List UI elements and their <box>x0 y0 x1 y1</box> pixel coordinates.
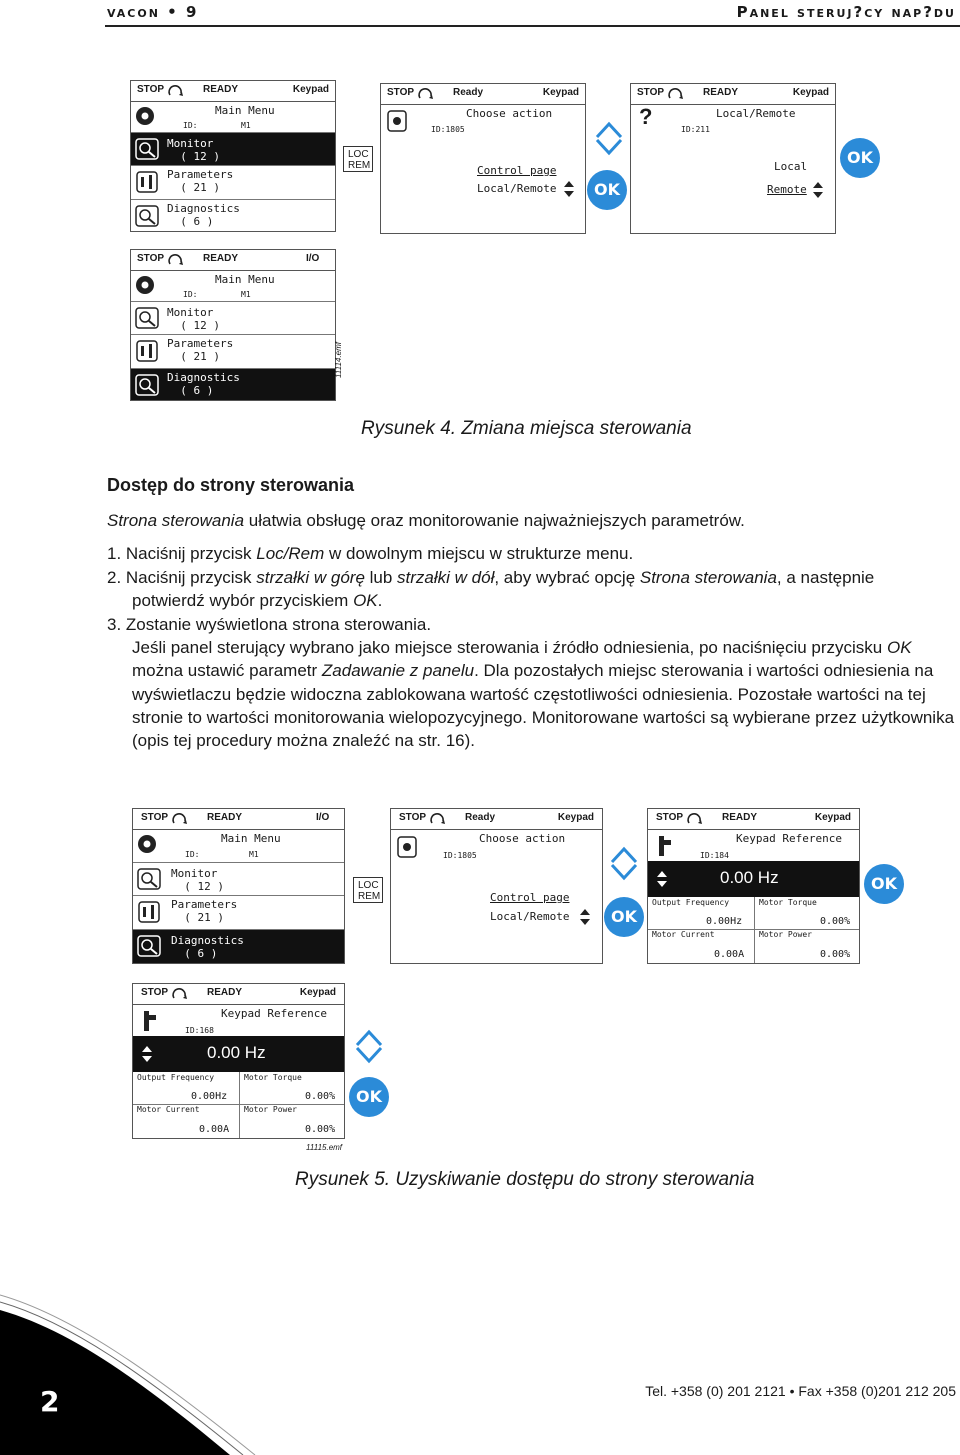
rotation-icon <box>167 83 185 99</box>
ok-button[interactable]: OK <box>840 138 880 178</box>
page-header <box>0 0 960 40</box>
action-icon <box>387 110 407 132</box>
main-menu-title: Main Menu ID: M1 <box>131 271 335 301</box>
local-remote-option[interactable]: Local/Remote <box>477 182 557 195</box>
control-page-option[interactable]: Control page <box>490 891 570 904</box>
parameters-icon <box>138 901 160 923</box>
step-1: 1. Naciśnij przycisk Loc/Rem w dowolnym miejscu w strukturze menu. <box>107 544 634 563</box>
control-place: Keypad <box>292 84 329 95</box>
frequency-reference-display[interactable]: 0.00 Hz <box>648 861 859 897</box>
keypad-panel-main-menu-io-2: STOP READY I/O Main Menu ID: M1 Monitor ( 12 ) Parameters ( 21 ) Diagnostics ( 6 ) <box>132 808 345 964</box>
down-arrow-button[interactable] <box>609 862 639 882</box>
rotation-icon <box>686 811 704 827</box>
rotation-icon <box>167 252 185 268</box>
keypad-panel-main-menu-a <box>130 80 336 232</box>
menu-item-diagnostics[interactable]: Diagnostics ( 6 ) <box>133 929 344 963</box>
keypad-icon <box>658 835 672 857</box>
rotation-icon <box>417 86 435 102</box>
gear-icon <box>136 833 158 855</box>
diagnostics-icon <box>135 205 159 227</box>
rotation-icon <box>171 986 189 1002</box>
diagnostics-icon <box>137 935 161 957</box>
up-down-icon <box>579 908 591 926</box>
loc-rem-button[interactable]: LOC REM <box>353 877 383 903</box>
down-arrow-button[interactable] <box>594 137 624 157</box>
monitor-icon <box>137 868 161 890</box>
step-3-description: Jeśli panel sterujący wybrano jako miejsce sterowania i źródło odniesienia, po naciśnięciu przycisku OK można ustawić parametr Zadawanie z panelu. Dla pozostałych miejsc sterowania i wartości odniesienia na wyświetlaczu będzie widoczna zablokowana wartość częstotliwości odniesienia. Pozostałe wartości na tej stronie to wartości monitorowania wielopozycyjnego. Monitorowane wartości są wybierane przez użytkownika (opis tej procedury można znaleźć na str. 16). <box>132 638 955 751</box>
menu-item-monitor[interactable]: Monitor ( 12 ) <box>131 132 335 165</box>
gear-icon <box>134 274 156 296</box>
header-title: Panel steruj?cy nap?du <box>736 3 956 21</box>
local-option[interactable]: Local <box>774 160 808 173</box>
main-menu-title: Main Menu ID: M1 <box>133 830 344 862</box>
loc-rem-button[interactable]: LOC REM <box>343 146 373 172</box>
menu-item-monitor[interactable]: Monitor ( 12 ) <box>131 301 335 334</box>
keypad-panel-local-remote: STOP READY Keypad ? Local/Remote ID:211 Local Remote <box>630 83 836 234</box>
figure4-caption: Rysunek 4. Zmiana miejsca sterowania <box>361 418 692 439</box>
remote-option[interactable]: Remote <box>767 183 807 196</box>
keypad-panel-choose-action-2: STOP Ready Keypad Choose action ID:1805 Control page Local/Remote <box>390 808 603 964</box>
footer-corner-graphic <box>0 1290 260 1455</box>
main-menu-title: Main Menu ID: M1 <box>131 102 335 132</box>
down-arrow-button[interactable] <box>354 1045 384 1065</box>
menu-item-monitor[interactable]: Monitor ( 12 ) <box>133 862 344 895</box>
question-icon: ? <box>639 104 653 129</box>
rotation-icon <box>171 811 189 827</box>
gear-icon <box>134 105 156 127</box>
figure5-caption: Rysunek 5. Uzyskiwanie dostępu do strony sterowania <box>295 1169 755 1190</box>
menu-item-diagnostics[interactable]: Diagnostics ( 6 ) <box>131 199 335 231</box>
ready-status: READY <box>203 84 239 95</box>
local-remote-option[interactable]: Local/Remote <box>490 910 570 923</box>
parameters-icon <box>136 171 158 193</box>
figure5-file-label: 11115.emf <box>306 1143 343 1152</box>
up-down-icon <box>563 180 575 198</box>
ok-button[interactable]: OK <box>604 897 644 937</box>
up-down-icon <box>141 1045 153 1063</box>
frequency-reference-edit[interactable]: 0.00 Hz <box>133 1036 344 1072</box>
diagnostics-icon <box>135 374 159 396</box>
rotation-icon <box>667 86 685 102</box>
panel-status-bar <box>131 81 335 102</box>
ok-button[interactable]: OK <box>349 1077 389 1117</box>
menu-item-diagnostics[interactable]: Diagnostics ( 6 ) <box>131 368 335 400</box>
step-2: 2. Naciśnij przycisk strzałki w górę lub strzałki w dół, aby wybrać opcję Strona sterowania, a następnie potwierdź wybór przyciskiem OK. <box>107 568 875 611</box>
menu-item-parameters[interactable]: Parameters ( 21 ) <box>131 165 335 199</box>
ok-button[interactable]: OK <box>864 864 904 904</box>
keypad-panel-keypad-reference: STOP READY Keypad Keypad Reference ID:184 0.00 Hz Output Frequency Motor Torque 0.00Hz 0.00% Motor Current Motor Power 0.00A 0.00% <box>647 808 860 964</box>
keypad-panel-main-menu-io: STOP READY I/O Main Menu ID: M1 Monitor ( 12 ) Parameters ( 21 ) Diagnostics ( 6 ) <box>130 249 336 401</box>
menu-item-parameters[interactable]: Parameters ( 21 ) <box>131 334 335 368</box>
section-heading: Dostęp do strony sterowania <box>107 475 355 495</box>
up-down-icon <box>812 181 824 199</box>
keypad-panel-choose-action: STOP Ready Keypad Choose action ID:1805 Control page Local/Remote <box>380 83 586 234</box>
keypad-icon <box>143 1010 157 1032</box>
parameters-icon <box>136 340 158 362</box>
page-number: 2 <box>40 1385 60 1418</box>
stop-status: STOP <box>137 84 165 95</box>
step-3: 3. Zostanie wyświetlona strona sterowania. <box>107 615 432 634</box>
monitor-icon <box>135 138 159 160</box>
figure4-file-label: 11114.emf <box>334 341 343 378</box>
keypad-panel-keypad-reference-edit: STOP READY Keypad Keypad Reference ID:168 0.00 Hz Output Frequency Motor Torque 0.00Hz 0.00% Motor Current Motor Power 0.00A 0.00% <box>132 983 345 1139</box>
intro-paragraph: Strona sterowania ułatwia obsługę oraz monitorowanie najważniejszych parametrów. <box>107 511 745 530</box>
action-icon <box>397 836 417 858</box>
up-down-icon <box>656 870 668 888</box>
control-page-option[interactable]: Control page <box>477 164 557 177</box>
footer-contact: Tel. +358 (0) 201 2121 • Fax +358 (0)201 212 205 <box>645 1383 956 1399</box>
ok-button[interactable]: OK <box>587 170 627 210</box>
rotation-icon <box>429 811 447 827</box>
monitor-icon <box>135 307 159 329</box>
header-brand: vacon • 9 <box>107 3 199 21</box>
header-rule <box>105 25 960 27</box>
menu-item-parameters[interactable]: Parameters ( 21 ) <box>133 895 344 929</box>
